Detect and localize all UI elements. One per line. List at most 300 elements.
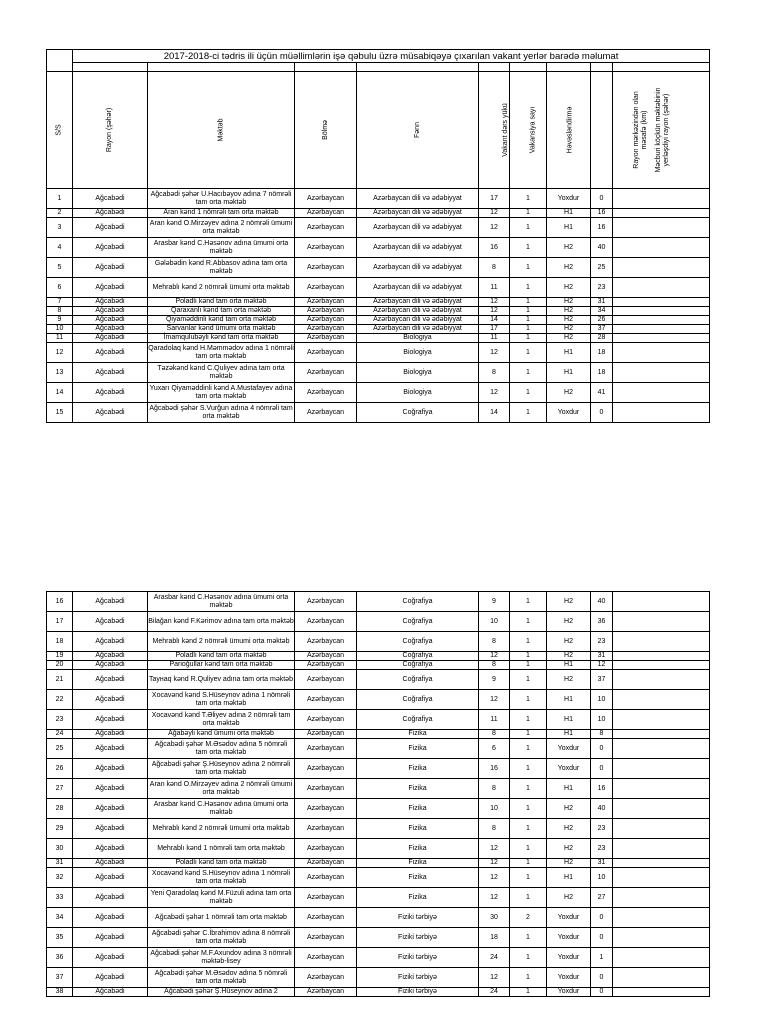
row-vakansiya: 1 <box>510 988 547 997</box>
row-bolme: Azərbaycan <box>295 661 357 670</box>
header-vakansiya <box>510 72 547 189</box>
table-row <box>47 278 710 298</box>
row-vakansiya: 1 <box>510 968 547 988</box>
row-vakant-ders: 10 <box>479 799 510 819</box>
row-number: 7 <box>47 298 73 307</box>
row-vakant-ders: 17 <box>479 189 510 209</box>
row-mekteb: Ağcabədi şəhər M.F.Axundov adına 3 nömrəli məktəb-lisey <box>148 948 295 968</box>
row-mecburi <box>613 334 710 343</box>
header-bolme <box>295 72 357 189</box>
row-bolme: Azərbaycan <box>295 730 357 739</box>
row-bolme: Azərbaycan <box>295 403 357 423</box>
row-bolme: Azərbaycan <box>295 690 357 710</box>
row-heveslendirme: H2 <box>547 298 591 307</box>
row-mekteb: Mehrablı kənd 2 nömrəli ümumi orta məktəb <box>148 819 295 839</box>
row-vakansiya: 1 <box>510 343 547 363</box>
header-vakant-ders <box>479 72 510 189</box>
row-number: 21 <box>47 670 73 690</box>
row-rayon: Ağcabədi <box>73 730 148 739</box>
row-heveslendirme: H2 <box>547 592 591 612</box>
row-number: 19 <box>47 652 73 661</box>
row-fenn: Coğrafiya <box>357 670 479 690</box>
row-heveslendirme: H2 <box>547 670 591 690</box>
row-mesafe: 23 <box>591 278 613 298</box>
row-rayon: Ağcabədi <box>73 238 148 258</box>
row-vakansiya: 1 <box>510 710 547 730</box>
table-row <box>47 612 710 632</box>
row-vakansiya: 1 <box>510 403 547 423</box>
table-row <box>47 759 710 779</box>
row-bolme: Azərbaycan <box>295 343 357 363</box>
row-mekteb: Qaraxanlı kənd tam orta məktəb <box>148 307 295 316</box>
row-heveslendirme: H1 <box>547 218 591 238</box>
row-number: 4 <box>47 238 73 258</box>
row-rayon: Ağcabədi <box>73 343 148 363</box>
row-vakant-ders: 8 <box>479 258 510 278</box>
header-mesafe <box>591 72 648 189</box>
row-vakansiya: 1 <box>510 661 547 670</box>
row-vakant-ders: 12 <box>479 868 510 888</box>
header-heveslendirme <box>547 72 591 189</box>
row-mecburi <box>613 592 710 612</box>
row-fenn: Coğrafiya <box>357 632 479 652</box>
row-number: 37 <box>47 968 73 988</box>
row-heveslendirme: H1 <box>547 868 591 888</box>
table-row <box>47 592 710 612</box>
row-vakansiya: 2 <box>510 908 547 928</box>
row-fenn: Coğrafiya <box>357 690 479 710</box>
row-number: 18 <box>47 632 73 652</box>
row-vakansiya: 1 <box>510 739 547 759</box>
row-mekteb: Arasbar kənd C.Həsənov adına ümumi orta məktəb <box>148 238 295 258</box>
row-vakansiya: 1 <box>510 383 547 403</box>
row-bolme: Azərbaycan <box>295 988 357 997</box>
row-vakant-ders: 16 <box>479 759 510 779</box>
table-row <box>47 209 710 218</box>
row-mecburi <box>613 839 710 859</box>
row-bolme: Azərbaycan <box>295 799 357 819</box>
row-mecburi <box>613 612 710 632</box>
row-fenn: Coğrafiya <box>357 652 479 661</box>
row-bolme: Azərbaycan <box>295 316 357 325</box>
row-vakansiya: 1 <box>510 759 547 779</box>
row-vakansiya: 1 <box>510 859 547 868</box>
row-rayon: Ağcabədi <box>73 799 148 819</box>
row-heveslendirme: H1 <box>547 209 591 218</box>
table-row <box>47 632 710 652</box>
table-row <box>47 968 710 988</box>
table-row <box>47 334 710 343</box>
table-row <box>47 868 710 888</box>
row-mekteb: Ağcabədi şəhər 1 nömrəli tam orta məktəb <box>148 908 295 928</box>
row-mesafe: 0 <box>591 759 613 779</box>
row-mesafe: 0 <box>591 739 613 759</box>
row-rayon: Ağcabədi <box>73 209 148 218</box>
row-mecburi <box>613 710 710 730</box>
row-number: 15 <box>47 403 73 423</box>
row-mecburi <box>613 859 710 868</box>
row-rayon: Ağcabədi <box>73 325 148 334</box>
row-fenn: Fiziki tərbiyə <box>357 988 479 997</box>
row-bolme: Azərbaycan <box>295 592 357 612</box>
row-mecburi <box>613 819 710 839</box>
row-mekteb: Mehrablı kənd 2 nömrəli ümumi orta məktəb <box>148 278 295 298</box>
row-heveslendirme: H2 <box>547 278 591 298</box>
table-row <box>47 238 710 258</box>
row-vakant-ders: 11 <box>479 334 510 343</box>
row-vakansiya: 1 <box>510 632 547 652</box>
table-row <box>47 343 710 363</box>
row-bolme: Azərbaycan <box>295 278 357 298</box>
row-mecburi <box>613 908 710 928</box>
row-mecburi <box>613 403 710 423</box>
row-rayon: Ağcabədi <box>73 218 148 238</box>
row-mesafe: 0 <box>591 908 613 928</box>
row-fenn: Biologiya <box>357 334 479 343</box>
table-row <box>47 908 710 928</box>
header-heveslendirme-label: Həvəsləndirmə <box>566 106 574 154</box>
row-vakant-ders: 12 <box>479 383 510 403</box>
row-mesafe: 10 <box>591 690 613 710</box>
row-fenn: Coğrafiya <box>357 661 479 670</box>
row-vakant-ders: 8 <box>479 661 510 670</box>
table-row <box>47 859 710 868</box>
row-vakansiya: 1 <box>510 325 547 334</box>
row-fenn: Azərbaycan dili və ədəbiyyat <box>357 298 479 307</box>
row-vakant-ders: 12 <box>479 652 510 661</box>
row-mekteb: Ağcabədi şəhər U.Hacıbəyov adına 7 nömrəli tam orta məktəb <box>148 189 295 209</box>
row-vakant-ders: 18 <box>479 928 510 948</box>
row-number: 23 <box>47 710 73 730</box>
row-fenn: Azərbaycan dili və ədəbiyyat <box>357 238 479 258</box>
row-vakant-ders: 12 <box>479 209 510 218</box>
row-mecburi <box>613 238 710 258</box>
row-vakansiya: 1 <box>510 278 547 298</box>
row-heveslendirme: Yoxdur <box>547 189 591 209</box>
row-bolme: Azərbaycan <box>295 258 357 278</box>
row-heveslendirme: H2 <box>547 383 591 403</box>
row-vakant-ders: 12 <box>479 218 510 238</box>
header-vakansiya-label: Vakansiya sayı <box>529 106 537 154</box>
row-bolme: Azərbaycan <box>295 383 357 403</box>
row-mekteb: Parioğullar kənd tam orta məktəb <box>148 661 295 670</box>
row-mekteb: Ağabəyli kənd ümumi orta məktəb <box>148 730 295 739</box>
row-number: 30 <box>47 839 73 859</box>
row-mecburi <box>613 209 710 218</box>
row-rayon: Ağcabədi <box>73 334 148 343</box>
row-mecburi <box>613 218 710 238</box>
row-rayon: Ağcabədi <box>73 859 148 868</box>
row-rayon: Ağcabədi <box>73 632 148 652</box>
row-rayon: Ağcabədi <box>73 363 148 383</box>
row-mesafe: 1 <box>591 948 613 968</box>
row-mecburi <box>613 730 710 739</box>
row-vakansiya: 1 <box>510 298 547 307</box>
row-rayon: Ağcabədi <box>73 948 148 968</box>
row-mecburi <box>613 779 710 799</box>
row-fenn: Azərbaycan dili və ədəbiyyat <box>357 307 479 316</box>
vacancy-table-top <box>46 49 710 423</box>
row-rayon: Ağcabədi <box>73 592 148 612</box>
row-vakant-ders: 6 <box>479 739 510 759</box>
row-mesafe: 28 <box>591 334 613 343</box>
row-mesafe: 16 <box>591 779 613 799</box>
row-mecburi <box>613 343 710 363</box>
row-fenn: Fiziki tərbiyə <box>357 968 479 988</box>
row-mekteb: Arasbar kənd C.Həsənov adına ümumi orta məktəb <box>148 799 295 819</box>
row-rayon: Ağcabədi <box>73 690 148 710</box>
row-rayon: Ağcabədi <box>73 258 148 278</box>
row-vakant-ders: 12 <box>479 968 510 988</box>
row-mekteb: Yuxarı Qiyaməddinli kənd A.Mustafayev adına tam orta məktəb <box>148 383 295 403</box>
row-number: 10 <box>47 325 73 334</box>
row-mesafe: 23 <box>591 839 613 859</box>
row-number: 13 <box>47 363 73 383</box>
row-mecburi <box>613 363 710 383</box>
row-mekteb: Ağcabədi şəhər Ş.Hüseynov adına 2 <box>148 988 295 997</box>
row-rayon: Ağcabədi <box>73 739 148 759</box>
table-row <box>47 739 710 759</box>
row-mecburi <box>613 739 710 759</box>
row-rayon: Ağcabədi <box>73 383 148 403</box>
row-mecburi <box>613 799 710 819</box>
row-number: 34 <box>47 908 73 928</box>
row-fenn: Coğrafiya <box>357 403 479 423</box>
row-number: 22 <box>47 690 73 710</box>
row-mesafe: 0 <box>591 928 613 948</box>
row-heveslendirme: Yoxdur <box>547 948 591 968</box>
row-vakansiya: 1 <box>510 928 547 948</box>
row-number: 38 <box>47 988 73 997</box>
row-mekteb: Tayнaq kənd R.Quliyev adına tam orta məktəb <box>148 670 295 690</box>
row-heveslendirme: H2 <box>547 632 591 652</box>
row-vakansiya: 1 <box>510 238 547 258</box>
table-row <box>47 316 710 325</box>
row-fenn: Biologiya <box>357 363 479 383</box>
row-mekteb: Qaradolaq kənd H.Məmmədov adına 1 nömrəli tam orta məktəb <box>148 343 295 363</box>
table-row <box>47 988 710 997</box>
row-vakansiya: 1 <box>510 670 547 690</box>
spacer-row <box>47 63 710 72</box>
row-fenn: Fizika <box>357 859 479 868</box>
row-mekteb: Təzəkənd kənd C.Quliyev adına tam orta məktəb <box>148 363 295 383</box>
row-rayon: Ağcabədi <box>73 307 148 316</box>
row-rayon: Ağcabədi <box>73 652 148 661</box>
row-heveslendirme: Yoxdur <box>547 928 591 948</box>
row-heveslendirme: H2 <box>547 652 591 661</box>
row-mecburi <box>613 670 710 690</box>
row-mecburi <box>613 307 710 316</box>
row-vakansiya: 1 <box>510 209 547 218</box>
table-row <box>47 258 710 278</box>
row-mesafe: 18 <box>591 363 613 383</box>
row-vakansiya: 1 <box>510 307 547 316</box>
row-rayon: Ağcabədi <box>73 928 148 948</box>
row-number: 27 <box>47 779 73 799</box>
row-number: 3 <box>47 218 73 238</box>
table-row <box>47 325 710 334</box>
row-mecburi <box>613 690 710 710</box>
row-fenn: Fiziki tərbiyə <box>357 948 479 968</box>
row-mesafe: 10 <box>591 710 613 730</box>
table-row <box>47 888 710 908</box>
row-mekteb: Arasbar kənd C.Həsənov adına ümumi orta məktəb <box>148 592 295 612</box>
row-mecburi <box>613 278 710 298</box>
row-mesafe: 0 <box>591 968 613 988</box>
row-mesafe: 23 <box>591 632 613 652</box>
row-bolme: Azərbaycan <box>295 307 357 316</box>
row-heveslendirme: H2 <box>547 612 591 632</box>
row-mekteb: Mehrablı kənd 2 nömrəli ümumi orta məktəb <box>148 632 295 652</box>
row-number: 25 <box>47 739 73 759</box>
row-rayon: Ağcabədi <box>73 839 148 859</box>
row-heveslendirme: H2 <box>547 819 591 839</box>
row-vakant-ders: 14 <box>479 316 510 325</box>
row-vakant-ders: 8 <box>479 632 510 652</box>
row-vakansiya: 1 <box>510 799 547 819</box>
row-rayon: Ağcabədi <box>73 888 148 908</box>
row-vakant-ders: 8 <box>479 363 510 383</box>
row-vakant-ders: 12 <box>479 859 510 868</box>
row-number: 14 <box>47 383 73 403</box>
header-fenn-label: Fənn <box>413 122 421 138</box>
row-mesafe: 34 <box>591 307 613 316</box>
row-heveslendirme: Yoxdur <box>547 403 591 423</box>
row-rayon: Ağcabədi <box>73 316 148 325</box>
row-heveslendirme: H2 <box>547 307 591 316</box>
row-mesafe: 16 <box>591 218 613 238</box>
row-heveslendirme: H2 <box>547 258 591 278</box>
row-fenn: Fizika <box>357 779 479 799</box>
row-vakant-ders: 12 <box>479 343 510 363</box>
row-rayon: Ağcabədi <box>73 779 148 799</box>
row-fenn: Fizika <box>357 759 479 779</box>
row-mesafe: 10 <box>591 868 613 888</box>
row-mecburi <box>613 988 710 997</box>
row-mesafe: 12 <box>591 661 613 670</box>
row-mesafe: 0 <box>591 189 613 209</box>
row-mecburi <box>613 298 710 307</box>
row-heveslendirme: H1 <box>547 363 591 383</box>
table-row <box>47 670 710 690</box>
row-mecburi <box>613 868 710 888</box>
row-number: 6 <box>47 278 73 298</box>
row-vakansiya: 1 <box>510 839 547 859</box>
row-mesafe: 18 <box>591 343 613 363</box>
row-bolme: Azərbaycan <box>295 710 357 730</box>
row-mesafe: 23 <box>591 819 613 839</box>
row-number: 33 <box>47 888 73 908</box>
row-number: 17 <box>47 612 73 632</box>
table-row <box>47 730 710 739</box>
row-number: 5 <box>47 258 73 278</box>
header-vakant-ders-label: Vakant dərs yükü <box>501 103 509 157</box>
row-rayon: Ağcabədi <box>73 908 148 928</box>
row-heveslendirme: H2 <box>547 888 591 908</box>
row-rayon: Ağcabədi <box>73 298 148 307</box>
row-rayon: Ağcabədi <box>73 278 148 298</box>
row-mecburi <box>613 316 710 325</box>
table-row <box>47 298 710 307</box>
row-mekteb: Mehrablı kənd 1 nömrəli tam orta məktəb <box>148 839 295 859</box>
row-vakant-ders: 16 <box>479 238 510 258</box>
row-fenn: Fizika <box>357 730 479 739</box>
row-mesafe: 31 <box>591 298 613 307</box>
row-fenn: Coğrafiya <box>357 612 479 632</box>
row-fenn: Azərbaycan dili və ədəbiyyat <box>357 209 479 218</box>
row-bolme: Azərbaycan <box>295 189 357 209</box>
row-rayon: Ağcabədi <box>73 759 148 779</box>
row-bolme: Azərbaycan <box>295 859 357 868</box>
row-mecburi <box>613 258 710 278</box>
row-number: 36 <box>47 948 73 968</box>
row-heveslendirme: H1 <box>547 779 591 799</box>
row-mecburi <box>613 189 710 209</box>
row-number: 9 <box>47 316 73 325</box>
row-heveslendirme: Yoxdur <box>547 739 591 759</box>
row-vakant-ders: 10 <box>479 612 510 632</box>
row-fenn: Azərbaycan dili və ədəbiyyat <box>357 189 479 209</box>
row-number: 29 <box>47 819 73 839</box>
row-vakant-ders: 9 <box>479 592 510 612</box>
header-mekteb-label: Məktəb <box>217 118 224 142</box>
row-mekteb: Xocavənd kənd S.Hüseynov adına 1 nömrəli tam orta məktəb <box>148 690 295 710</box>
row-fenn: Azərbaycan dili və ədəbiyyat <box>357 325 479 334</box>
table-row <box>47 363 710 383</box>
row-vakansiya: 1 <box>510 690 547 710</box>
row-bolme: Azərbaycan <box>295 652 357 661</box>
table-row <box>47 928 710 948</box>
row-mecburi <box>613 632 710 652</box>
row-mekteb: Aran kənd O.Mirzəyev adına 2 nömrəli ümumi orta məktəb <box>148 218 295 238</box>
row-mesafe: 40 <box>591 592 613 612</box>
row-heveslendirme: Yoxdur <box>547 968 591 988</box>
row-vakansiya: 1 <box>510 730 547 739</box>
table-row <box>47 948 710 968</box>
row-rayon: Ağcabədi <box>73 819 148 839</box>
header-rayon <box>73 72 148 189</box>
row-mesafe: 0 <box>591 403 613 423</box>
row-mecburi <box>613 383 710 403</box>
row-number: 24 <box>47 730 73 739</box>
row-vakansiya: 1 <box>510 612 547 632</box>
row-bolme: Azərbaycan <box>295 739 357 759</box>
row-vakant-ders: 11 <box>479 710 510 730</box>
row-number: 8 <box>47 307 73 316</box>
row-bolme: Azərbaycan <box>295 888 357 908</box>
row-mekteb: Yeni Qaradolaq kənd M.Füzuli adına tam orta məktəb <box>148 888 295 908</box>
row-vakansiya: 1 <box>510 779 547 799</box>
row-fenn: Fizika <box>357 868 479 888</box>
row-mesafe: 26 <box>591 316 613 325</box>
row-vakant-ders: 12 <box>479 839 510 859</box>
row-heveslendirme: H1 <box>547 343 591 363</box>
table-row <box>47 839 710 859</box>
row-mesafe: 41 <box>591 383 613 403</box>
row-mekteb: Qiyaməddinli kənd tam orta məktəb <box>148 316 295 325</box>
row-mekteb: Aran kənd 1 nömrəli tam orta məktəb <box>148 209 295 218</box>
row-vakansiya: 1 <box>510 334 547 343</box>
row-mekteb: Bilağan kənd F.Kərimov adına tam orta məktəb <box>148 612 295 632</box>
row-mesafe: 25 <box>591 258 613 278</box>
row-mekteb: Sarvanlar kənd ümumi orta məktəb <box>148 325 295 334</box>
row-rayon: Ağcabədi <box>73 968 148 988</box>
row-number: 1 <box>47 189 73 209</box>
row-mekteb: Aran kənd O.Mirzəyev adına 2 nömrəli ümumi orta məktəb <box>148 779 295 799</box>
row-rayon: Ağcabədi <box>73 710 148 730</box>
header-mekteb <box>148 72 295 189</box>
row-vakansiya: 1 <box>510 316 547 325</box>
